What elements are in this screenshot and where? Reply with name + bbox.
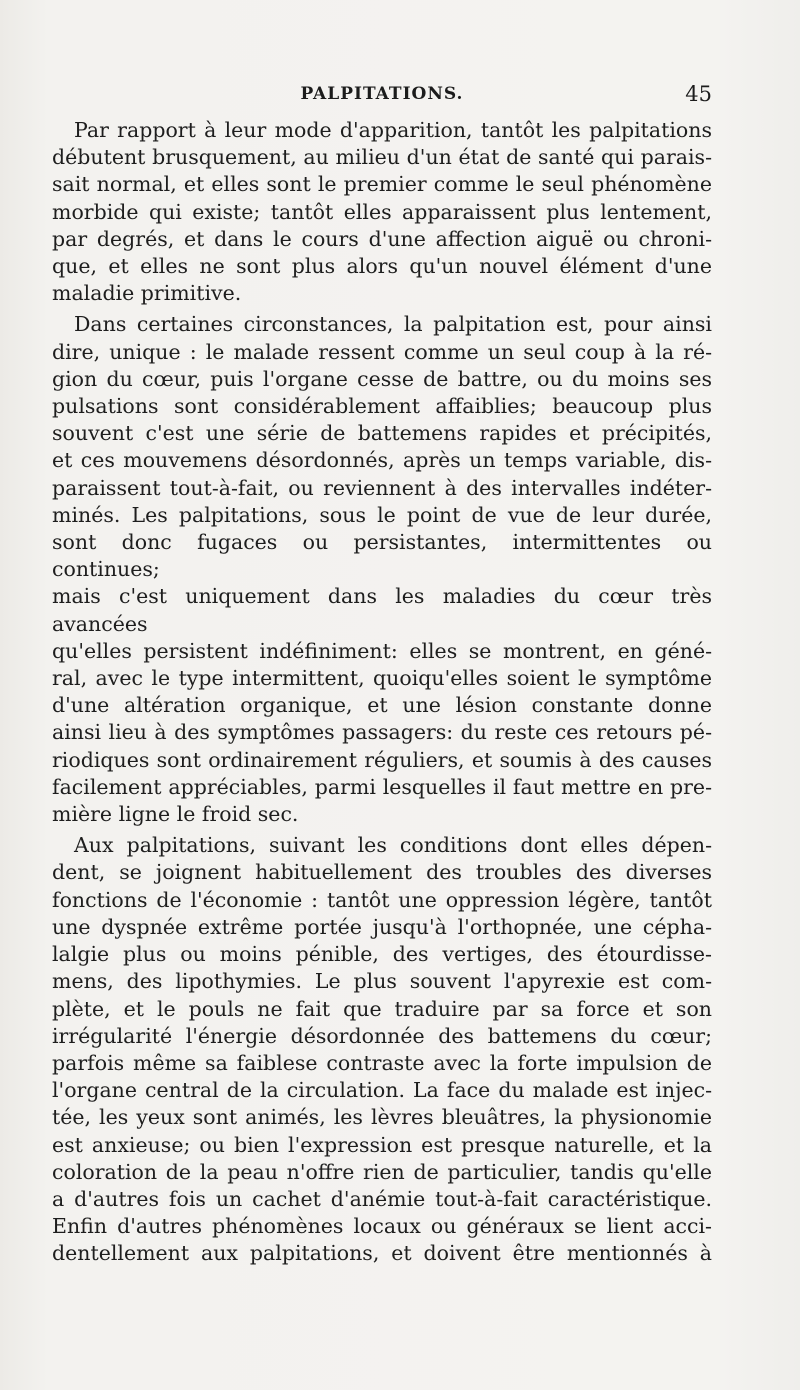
text-line: Dans certaines circonstances, la palpitation est, pour ainsi: [74, 312, 712, 337]
running-head: [52, 84, 712, 108]
text-line: lalgie plus ou moins pénible, des vertiges, des étourdisse-: [52, 942, 712, 967]
text-line: coloration de la peau n'offre rien de particulier, tandis qu'elle: [52, 1159, 712, 1184]
body-text: [52, 117, 712, 1268]
text-line: plète, et le pouls ne fait que traduire par sa force et son: [52, 996, 712, 1021]
text-line: ral, avec le type intermittent, quoiqu'elles soient le symptôme: [52, 666, 712, 691]
text-line: Aux palpitations, suivant les conditions dont elles dépen-: [74, 833, 712, 858]
text-line: mais c'est uniquement dans les maladies du cœur très avancées: [52, 584, 712, 636]
text-line: parfois même sa faiblese contraste avec la forte impulsion de: [52, 1050, 712, 1075]
text-line: d'une altération organique, et une lésion constante donne: [52, 693, 712, 718]
text-line: Par rapport à leur mode d'apparition, tantôt les palpitations: [74, 118, 712, 142]
text-line: riodiques sont ordinairement réguliers, et soumis à des causes: [52, 747, 712, 772]
text-line: l'organe central de la circulation. La face du malade est injec-: [52, 1078, 712, 1103]
text-line: débutent brusquement, au milieu d'un état de santé qui parais-: [52, 145, 712, 170]
text-line: mière ligne le froid sec.: [52, 802, 299, 827]
text-line: maladie primitive.: [52, 281, 242, 306]
text-line: dent, se joignent habituellement des troubles des diverses: [52, 860, 712, 885]
text-line: irrégularité l'énergie désordonnée des battemens du cœur;: [52, 1023, 712, 1048]
text-line: que, et elles ne sont plus alors qu'un nouvel élément d'une: [52, 254, 712, 279]
text-line: dire, unique : le malade ressent comme un seul coup à la ré-: [52, 339, 712, 364]
text-line: sait normal, et elles sont le premier comme le seul phénomène: [52, 172, 712, 197]
text-line: tée, les yeux sont animés, les lèvres bleuâtres, la physionomie: [52, 1105, 712, 1130]
text-line: par degrés, et dans le cours d'une affection aiguë ou chroni-: [52, 226, 712, 251]
text-line: gion du cœur, puis l'organe cesse de battre, ou du moins ses: [52, 366, 712, 391]
text-line: morbide qui existe; tantôt elles apparaissent plus lentement,: [52, 199, 712, 224]
text-line: souvent c'est une série de battemens rapides et précipités,: [52, 421, 712, 446]
text-line: une dyspnée extrême portée jusqu'à l'orthopnée, une cépha-: [52, 914, 712, 939]
text-line: minés. Les palpitations, sous le point de vue de leur durée,: [52, 502, 712, 527]
text-line: pulsations sont considérablement affaiblies; beaucoup plus: [52, 394, 712, 419]
text-line: et ces mouvemens désordonnés, après un temps variable, dis-: [52, 448, 712, 473]
text-line: dentellement aux palpitations, et doivent être mentionnés à: [52, 1241, 712, 1266]
text-line: paraissent tout-à-fait, ou reviennent à des intervalles indéter-: [52, 475, 712, 500]
text-line: est anxieuse; ou bien l'expression est presque naturelle, et la: [52, 1132, 712, 1157]
text-line: fonctions de l'économie : tantôt une oppression légère, tantôt: [52, 887, 712, 912]
running-title: PALPITATIONS.: [300, 84, 464, 104]
text-line: sont donc fugaces ou persistantes, intermittentes ou continues;: [52, 530, 712, 582]
text-line: ainsi lieu à des symptômes passagers: du reste ces retours pé-: [52, 720, 712, 745]
text-line: a d'autres fois un cachet d'anémie tout-à-fait caractéristique.: [52, 1186, 712, 1211]
text-line: facilement appréciables, parmi lesquelles il faut mettre en pre-: [52, 774, 712, 799]
text-line: Enfin d'autres phénomènes locaux ou généraux se lient acci-: [52, 1214, 712, 1239]
text-line: mens, des lipothymies. Le plus souvent l'apyrexie est com-: [52, 969, 712, 994]
text-line: qu'elles persistent indéfiniment: elles se montrent, en géné-: [52, 638, 712, 663]
page-number: 45: [685, 82, 712, 106]
